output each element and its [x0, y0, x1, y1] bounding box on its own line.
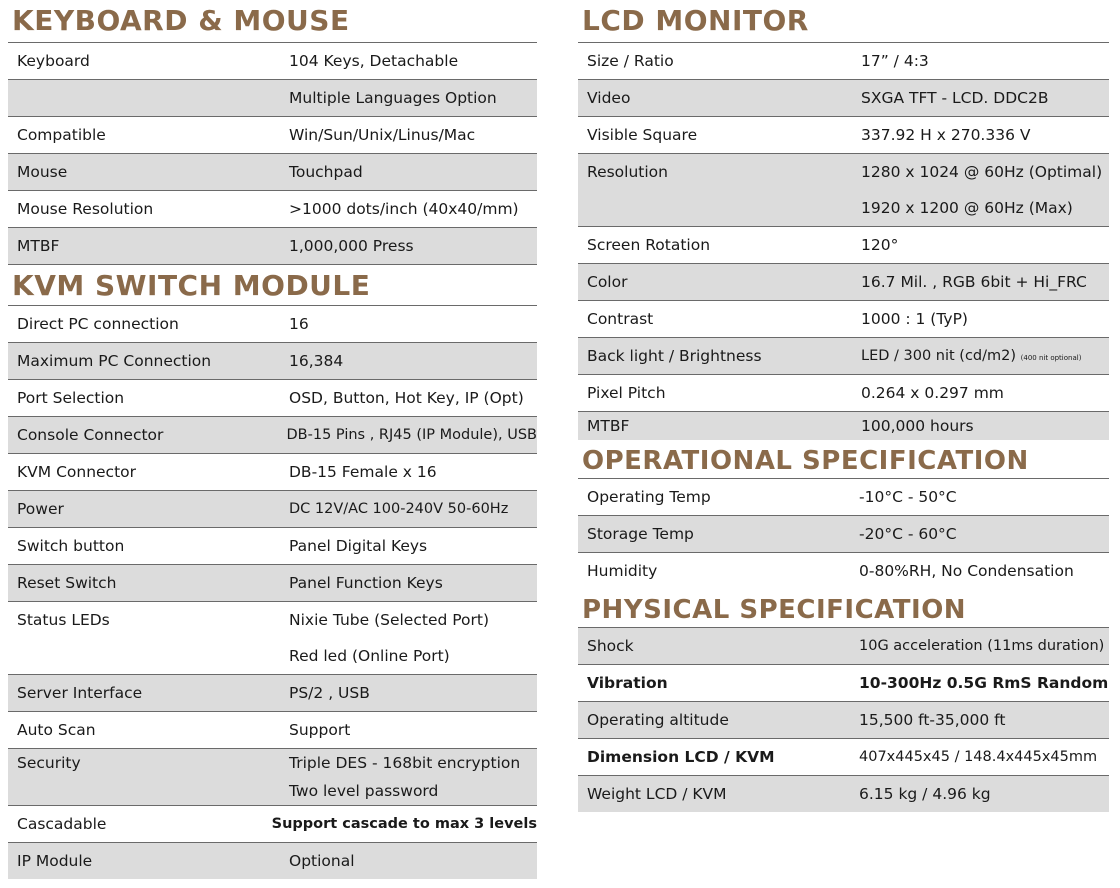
- section-title: KEYBOARD & MOUSE: [12, 4, 350, 37]
- spec-value: 17” / 4:3: [861, 52, 929, 70]
- table-row: [8, 417, 537, 454]
- spec-value: 1920 x 1200 @ 60Hz (Max): [861, 199, 1073, 217]
- table-row: [8, 528, 537, 565]
- table-row: [8, 749, 537, 806]
- table-row: [578, 739, 1109, 776]
- spec-value: 100,000 hours: [861, 417, 974, 435]
- operational-section: [578, 444, 1109, 589]
- spec-value: Support: [289, 721, 351, 739]
- spec-value: DC 12V/AC 100-240V 50-60Hz: [289, 501, 509, 517]
- spec-label: Shock: [587, 637, 634, 655]
- table-row: [8, 343, 537, 380]
- spec-label: Vibration: [587, 674, 668, 692]
- spec-value: Triple DES - 168bit encryption: [289, 754, 521, 772]
- spec-label: Power: [17, 500, 64, 518]
- spec-label: Operating altitude: [587, 711, 729, 729]
- table-row: [578, 702, 1109, 739]
- table-row: [8, 117, 537, 154]
- spec-label: Size / Ratio: [587, 52, 674, 70]
- spec-value: 337.92 H x 270.336 V: [861, 126, 1031, 144]
- spec-label: Weight LCD / KVM: [587, 785, 727, 803]
- spec-label: Dimension LCD / KVM: [587, 748, 775, 766]
- table-row: [8, 154, 537, 191]
- table-row: [8, 228, 537, 265]
- spec-label: Screen Rotation: [587, 236, 711, 254]
- kvm-switch-table: [8, 305, 537, 879]
- spec-value: 10G acceleration (11ms duration): [859, 638, 1105, 654]
- brightness-value: LED / 300 nit (cd/m2): [861, 348, 1017, 364]
- spec-label: Contrast: [587, 310, 654, 328]
- table-row: [8, 712, 537, 749]
- spec-value: 6.15 kg / 4.96 kg: [859, 785, 991, 803]
- spec-value: 407x445x45 / 148.4x445x45mm: [859, 749, 1098, 765]
- spec-label: Back light / Brightness: [587, 347, 762, 365]
- table-row: [578, 516, 1109, 553]
- table-row: [8, 491, 537, 528]
- section-title: OPERATIONAL SPECIFICATION: [582, 446, 1029, 476]
- spec-label: Status LEDs: [17, 611, 110, 629]
- lcd-monitor-section: [578, 4, 1109, 440]
- spec-value: 16: [289, 315, 309, 333]
- spec-label: Resolution: [587, 163, 668, 181]
- spec-label: Switch button: [17, 537, 125, 555]
- lcd-monitor-table: [578, 42, 1109, 440]
- table-row: [578, 665, 1109, 702]
- table-row: [8, 565, 537, 602]
- spec-label: [17, 80, 289, 116]
- spec-label: Color: [587, 273, 628, 291]
- spec-value: Touchpad: [289, 163, 363, 181]
- table-row: [578, 412, 1109, 440]
- spec-label: Mouse Resolution: [17, 200, 154, 218]
- section-title: KVM SWITCH MODULE: [12, 269, 371, 302]
- physical-section: [578, 593, 1109, 812]
- spec-label: Visible Square: [587, 126, 698, 144]
- spec-value: Two level password: [289, 782, 439, 800]
- table-row: [578, 43, 1109, 80]
- table-row: [578, 628, 1109, 665]
- table-row: [8, 43, 537, 80]
- spec-value: 0.264 x 0.297 mm: [861, 384, 1004, 402]
- spec-value: 10-300Hz 0.5G RmS Random: [859, 674, 1109, 692]
- right-column: [578, 0, 1109, 812]
- table-row: [578, 553, 1109, 589]
- spec-label: Maximum PC Connection: [17, 352, 212, 370]
- spec-value: -20°C - 60°C: [859, 525, 957, 543]
- kvm-switch-section: [8, 269, 537, 879]
- spec-label: IP Module: [17, 852, 93, 870]
- table-row: [8, 380, 537, 417]
- spec-value: -10°C - 50°C: [859, 488, 957, 506]
- spec-value: 1,000,000 Press: [289, 237, 414, 255]
- spec-value: Win/Sun/Unix/Linus/Mac: [289, 126, 476, 144]
- spec-value: Red led (Online Port): [289, 647, 450, 665]
- spec-value: 1000 : 1 (TyP): [861, 310, 968, 328]
- spec-label: Mouse: [17, 163, 68, 181]
- spec-value: >1000 dots/inch (40x40/mm): [289, 200, 519, 218]
- section-title: PHYSICAL SPECIFICATION: [582, 595, 967, 625]
- spec-label: Direct PC connection: [17, 315, 179, 333]
- spec-value: DB-15 Pins , RJ45 (IP Module), USB: [286, 427, 537, 443]
- spec-value: 0-80%RH, No Condensation: [859, 562, 1074, 580]
- left-column: [8, 0, 537, 879]
- table-row: [578, 338, 1109, 375]
- table-row: [578, 479, 1109, 516]
- spec-value: Nixie Tube (Selected Port): [289, 611, 490, 629]
- spec-label: MTBF: [587, 417, 630, 435]
- table-row: [8, 675, 537, 712]
- operational-table: [578, 478, 1109, 589]
- spec-value: DB-15 Female x 16: [289, 463, 437, 481]
- spec-value: Panel Function Keys: [289, 574, 443, 592]
- spec-value: 120°: [861, 236, 899, 254]
- spec-label: Reset Switch: [17, 574, 117, 592]
- spec-value: Support cascade to max 3 levels: [271, 816, 537, 832]
- spec-value: 15,500 ft-35,000 ft: [859, 711, 1006, 729]
- spec-value: 1280 x 1024 @ 60Hz (Optimal): [861, 163, 1103, 181]
- spec-value: 16,384: [289, 352, 344, 370]
- table-row: [578, 301, 1109, 338]
- spec-label: Keyboard: [17, 52, 90, 70]
- table-row: [8, 80, 537, 117]
- spec-value: 16.7 Mil. , RGB 6bit + Hi_FRC: [861, 273, 1087, 291]
- table-row: [578, 227, 1109, 264]
- spec-label: Video: [587, 89, 631, 107]
- spec-label: Auto Scan: [17, 721, 96, 739]
- spec-label: Security: [17, 754, 81, 772]
- table-row: [8, 602, 537, 675]
- spec-label: Compatible: [17, 126, 106, 144]
- spec-label: Humidity: [587, 562, 658, 580]
- spec-value: Panel Digital Keys: [289, 537, 428, 555]
- spec-label: MTBF: [17, 237, 60, 255]
- table-row: [8, 306, 537, 343]
- spec-value: Multiple Languages Option: [289, 89, 497, 107]
- table-row: [8, 191, 537, 228]
- spec-label: Port Selection: [17, 389, 125, 407]
- spec-label: Storage Temp: [587, 525, 694, 543]
- table-row: [578, 375, 1109, 412]
- spec-value: 104 Keys, Detachable: [289, 52, 459, 70]
- physical-table: [578, 627, 1109, 812]
- table-row: [578, 80, 1109, 117]
- keyboard-mouse-table: [8, 42, 537, 265]
- keyboard-mouse-section: [8, 4, 537, 265]
- spec-label: KVM Connector: [17, 463, 137, 481]
- table-row: [8, 806, 537, 843]
- spec-label: Cascadable: [17, 815, 107, 833]
- section-title: LCD MONITOR: [582, 4, 809, 37]
- table-row: [578, 117, 1109, 154]
- table-row: [578, 264, 1109, 301]
- spec-label: Console Connector: [17, 426, 164, 444]
- spec-label: Server Interface: [17, 684, 143, 702]
- spec-label: Pixel Pitch: [587, 384, 666, 402]
- brightness-note: (400 nit optional): [1020, 354, 1082, 362]
- table-row: [578, 154, 1109, 227]
- spec-value: OSD, Button, Hot Key, IP (Opt): [289, 389, 524, 407]
- table-row: [578, 776, 1109, 812]
- table-row: [8, 454, 537, 491]
- spec-value: PS/2 , USB: [289, 684, 370, 702]
- spec-value: Optional: [289, 852, 355, 870]
- spec-value: [861, 338, 1081, 374]
- spec-label: Operating Temp: [587, 488, 711, 506]
- spec-value: SXGA TFT - LCD. DDC2B: [861, 89, 1049, 107]
- table-row: [8, 843, 537, 879]
